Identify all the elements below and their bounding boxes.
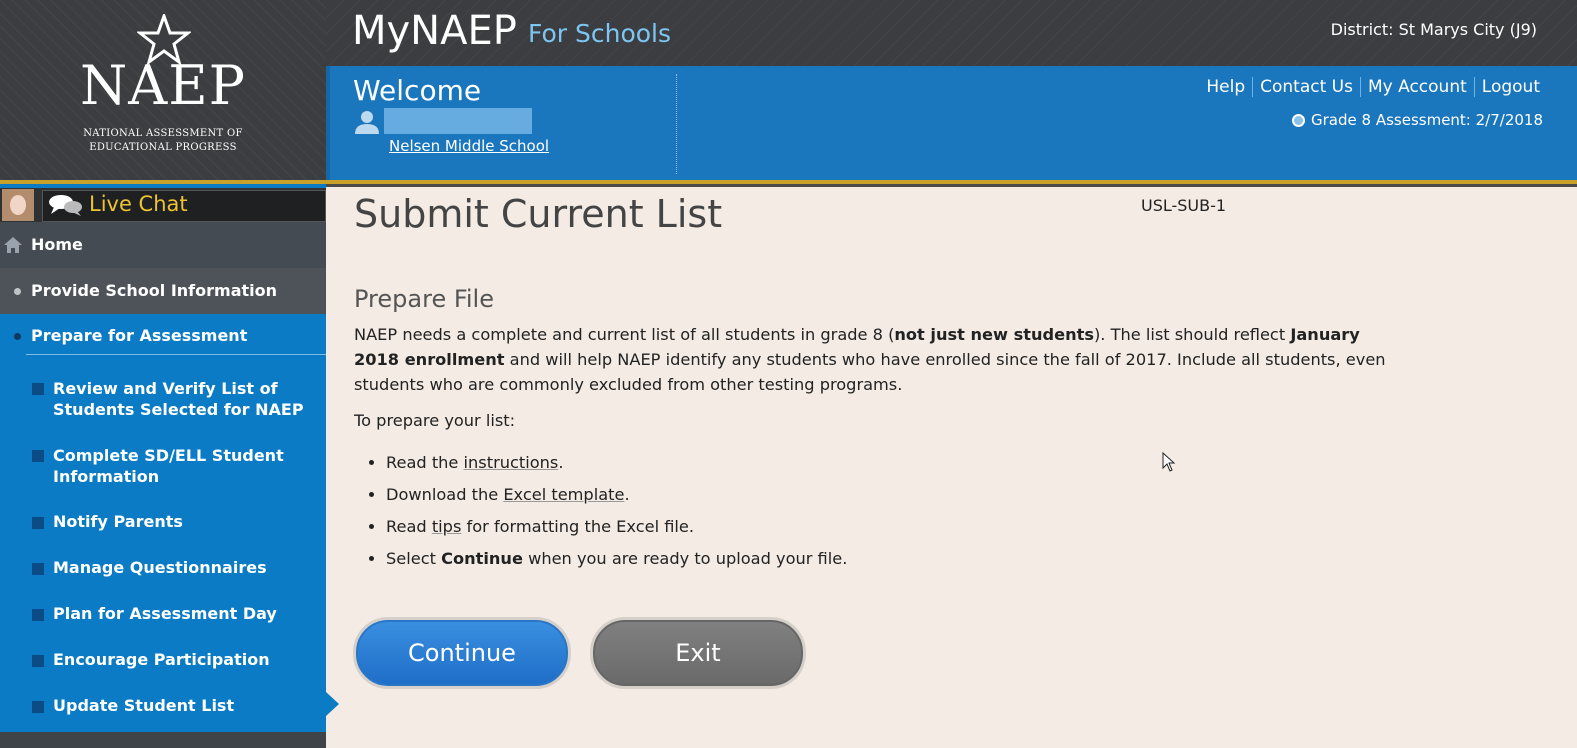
school-name-link[interactable]: Nelsen Middle School bbox=[389, 137, 550, 155]
square-bullet-icon bbox=[32, 383, 44, 395]
chat-bubbles-icon bbox=[48, 193, 84, 217]
sidebar-item-prepare-for-assessment[interactable] bbox=[0, 314, 326, 356]
list-item bbox=[386, 545, 847, 577]
para-bold: January 2018 enrollment bbox=[354, 325, 1360, 369]
sidebar-item-update-student-list[interactable] bbox=[0, 693, 326, 723]
step-bold: Continue bbox=[441, 549, 523, 568]
user-icon bbox=[354, 110, 380, 134]
page-code: USL-SUB-1 bbox=[1141, 196, 1227, 215]
avatar-face bbox=[10, 195, 26, 215]
square-bullet-icon bbox=[32, 701, 44, 713]
radio-icon bbox=[1292, 114, 1305, 127]
sidebar-item-provide-school-information[interactable] bbox=[0, 268, 326, 314]
assessment-selector[interactable] bbox=[1292, 111, 1543, 129]
sidebar-item-sd-ell[interactable] bbox=[0, 443, 326, 493]
section-divider bbox=[26, 354, 326, 355]
step-text: when you are ready to upload your file. bbox=[522, 549, 848, 568]
step-text: for formatting the Excel file. bbox=[461, 517, 695, 536]
bullet-icon bbox=[14, 288, 21, 295]
square-bullet-icon bbox=[32, 517, 44, 529]
live-chat-label: Live Chat bbox=[89, 192, 188, 216]
instructions-paragraph bbox=[354, 322, 1404, 397]
help-link[interactable]: Help bbox=[1206, 77, 1246, 97]
list-item bbox=[386, 481, 847, 513]
list-item bbox=[386, 449, 847, 481]
continue-button[interactable]: Continue bbox=[356, 620, 568, 686]
para-bold: not just new students bbox=[894, 325, 1094, 344]
prepare-label: To prepare your list: bbox=[354, 411, 516, 430]
bullet-icon bbox=[14, 333, 21, 340]
sidebar-item-label: Update Student List bbox=[53, 696, 235, 715]
logo-subtitle: NATIONAL ASSESSMENT OF EDUCATIONAL PROGRESS bbox=[83, 128, 243, 153]
para-text: and will help NAEP identify any students who have enrolled since the fall of 2017. Include all students, even students who are commonly excluded from other testing programs. bbox=[354, 350, 1386, 394]
user-name-redacted bbox=[384, 108, 532, 134]
tips-link[interactable]: tips bbox=[431, 517, 462, 536]
exit-button[interactable]: Exit bbox=[593, 620, 803, 686]
para-text: ). The list should reflect bbox=[1093, 325, 1291, 344]
section-title: Prepare File bbox=[354, 285, 494, 313]
assessment-label: Grade 8 Assessment: 2/7/2018 bbox=[1311, 111, 1543, 129]
logout-link[interactable]: Logout bbox=[1474, 77, 1547, 97]
square-bullet-icon bbox=[32, 609, 44, 621]
list-item bbox=[386, 513, 847, 545]
sidebar-item-notify-parents[interactable] bbox=[0, 509, 326, 539]
excel-template-link[interactable]: Excel template bbox=[503, 485, 625, 504]
page-title: Submit Current List bbox=[354, 192, 723, 236]
sidebar-item-label: Plan for Assessment Day bbox=[53, 604, 277, 623]
instructions-link[interactable]: instructions bbox=[463, 453, 559, 472]
dark-divider bbox=[326, 184, 1577, 187]
square-bullet-icon bbox=[32, 450, 44, 462]
logo-wordmark: NAEP bbox=[80, 54, 246, 117]
my-account-link[interactable]: My Account bbox=[1360, 77, 1474, 97]
steps-list bbox=[356, 449, 847, 577]
mouse-cursor-icon bbox=[1162, 452, 1176, 472]
top-links bbox=[1199, 77, 1547, 97]
sidebar-item-label: Manage Questionnaires bbox=[53, 558, 267, 577]
step-text: Read the bbox=[386, 453, 464, 472]
sidebar-item-review-verify[interactable] bbox=[0, 376, 326, 426]
step-text: Download the bbox=[386, 485, 504, 504]
sidebar-item-label: Complete SD/ELL Student Information bbox=[53, 446, 284, 486]
sidebar-item-label: Prepare for Assessment bbox=[31, 326, 248, 345]
step-text: . bbox=[558, 453, 564, 472]
app-subtitle: For Schools bbox=[528, 19, 672, 48]
sidebar-item-plan-assessment-day[interactable] bbox=[0, 601, 326, 631]
sidebar-item-label: Notify Parents bbox=[53, 512, 183, 531]
sidebar-item-label: Provide School Information bbox=[31, 281, 278, 300]
app-title: MyNAEP bbox=[352, 8, 517, 54]
sidebar-item-label: Review and Verify List of Students Selected for NAEP bbox=[53, 379, 304, 419]
para-text: NAEP needs a complete and current list of all students in grade 8 ( bbox=[354, 325, 895, 344]
active-item-arrow bbox=[326, 692, 339, 716]
district-label: District: St Marys City (J9) bbox=[1330, 20, 1537, 39]
sidebar-item-label: Encourage Participation bbox=[53, 650, 270, 669]
step-text: . bbox=[624, 485, 630, 504]
sidebar-item-home[interactable] bbox=[0, 222, 326, 269]
home-icon bbox=[3, 236, 23, 254]
sidebar-item-label: Home bbox=[31, 235, 83, 254]
contact-us-link[interactable]: Contact Us bbox=[1252, 77, 1360, 97]
square-bullet-icon bbox=[32, 655, 44, 667]
sidebar-item-manage-questionnaires[interactable] bbox=[0, 555, 326, 585]
step-text: Read bbox=[386, 517, 432, 536]
step-text: Select bbox=[386, 549, 442, 568]
sidebar-footer bbox=[0, 732, 326, 748]
naep-logo[interactable] bbox=[0, 0, 326, 180]
square-bullet-icon bbox=[32, 563, 44, 575]
welcome-title: Welcome bbox=[353, 74, 482, 107]
header-divider bbox=[676, 74, 677, 174]
sidebar-item-encourage-participation[interactable] bbox=[0, 647, 326, 677]
